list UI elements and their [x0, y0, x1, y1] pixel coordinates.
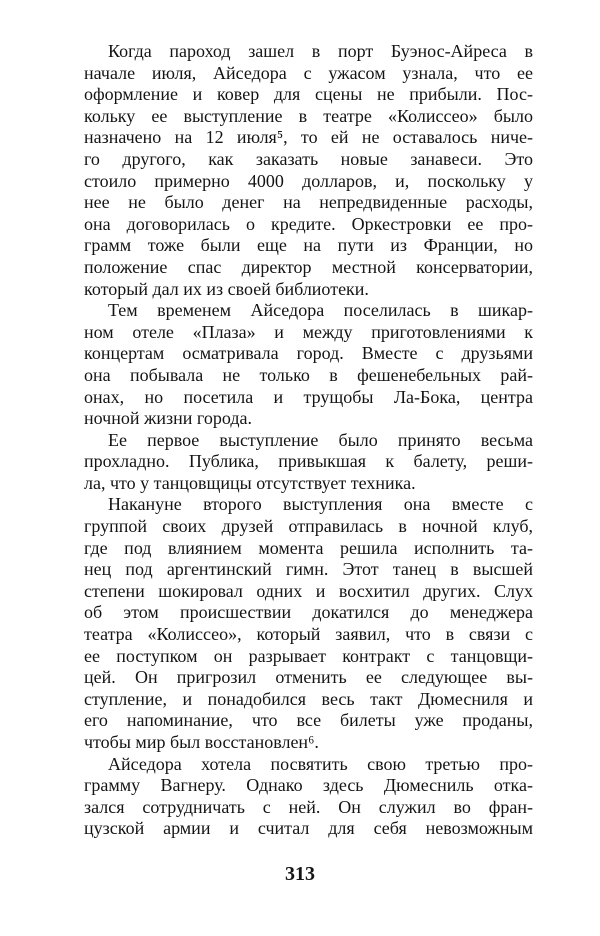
text-line: его напоминание, что все билеты уже проданы, [84, 710, 533, 731]
paragraph [84, 494, 533, 753]
text-line: концертам осматривала город. Вместе с друзьями [84, 343, 533, 364]
paragraph [84, 754, 533, 840]
text-line: грамму Вагнеру. Однако здесь Дюмесниль отка- [84, 775, 533, 796]
text-line: нец под аргентинский гимн. Этот танец в высшей [84, 559, 533, 580]
text-line: онах, но посетила и трущобы Ла-Бока, центра [84, 386, 533, 407]
text-line: чтобы мир был восстановлен⁶. [84, 732, 319, 752]
text-line: стоило примерно 4000 долларов, и, поскольку у [84, 170, 533, 191]
text-line: назначено на 12 июля⁵, то ей не оставалось ниче- [84, 127, 533, 148]
text-line: она побывала не только в фешенебельных рай- [84, 364, 533, 385]
text-line: театра «Колиссео», который заявил, что в связи с [84, 624, 533, 645]
text-line: начале июля, Айседора с ужасом узнала, что ее [84, 62, 533, 83]
text-line: она договорилась о кредите. Оркестровки ее про- [84, 213, 533, 234]
text-line: ночной жизни города. [84, 408, 252, 429]
paragraph [84, 41, 533, 300]
text-line: прохладно. Публика, привыкшая к балету, реши- [84, 451, 533, 472]
text-line: ном отеле «Плаза» и между приготовлениями к [84, 321, 533, 342]
text-line: об этом происшествии докатился до менеджера [84, 602, 533, 623]
text-line: зался сотрудничать с ней. Он служил во фран- [84, 796, 533, 817]
text-line: ее поступком он разрывает контракт с танцовщи- [84, 645, 533, 666]
text-line: цей. Он пригрозил отменить ее следующее вы- [84, 667, 533, 688]
text-line: где под влиянием момента решила исполнить та- [84, 537, 533, 558]
text-line: Тем временем Айседора поселилась в шикар- [108, 300, 533, 321]
text-line: го другого, как заказать новые занавеси. Это [84, 148, 533, 169]
page-body [84, 41, 533, 840]
text-line: положение спас директор местной консерватории, [84, 256, 533, 277]
page-number: 313 [285, 863, 315, 885]
text-line: группой своих друзей отправилась в ночной клуб, [84, 516, 533, 537]
text-line: Айседора хотела посвятить свою третью про- [108, 753, 533, 774]
text-line: нее не было денег на непредвиденные расходы, [84, 192, 533, 213]
text-line: оформление и ковер для сцены не прибыли. Пос- [84, 84, 533, 105]
text-line: Накануне второго выступления она вместе с [108, 494, 533, 515]
text-line: Ее первое выступление было принято весьма [108, 429, 533, 450]
text-line: степени шокировал одних и восхитил других. Слух [84, 580, 533, 601]
text-line: грамм тоже были еще на пути из Франции, но [84, 235, 533, 256]
text-line: цузской армии и считал для себя невозможным [84, 818, 533, 839]
text-line: который дал их из своей библиотеки. [84, 278, 369, 299]
text-line: Когда пароход зашел в порт Буэнос-Айреса в [108, 41, 533, 61]
paragraph [84, 430, 533, 495]
text-line: ла, что у танцовщицы отсутствует техника. [84, 472, 416, 493]
paragraph [84, 300, 533, 430]
text-line: ступление, и понадобился весь такт Дюмесниля и [84, 688, 533, 709]
text-line: кольку ее выступление в театре «Колиссео» было [84, 105, 533, 126]
